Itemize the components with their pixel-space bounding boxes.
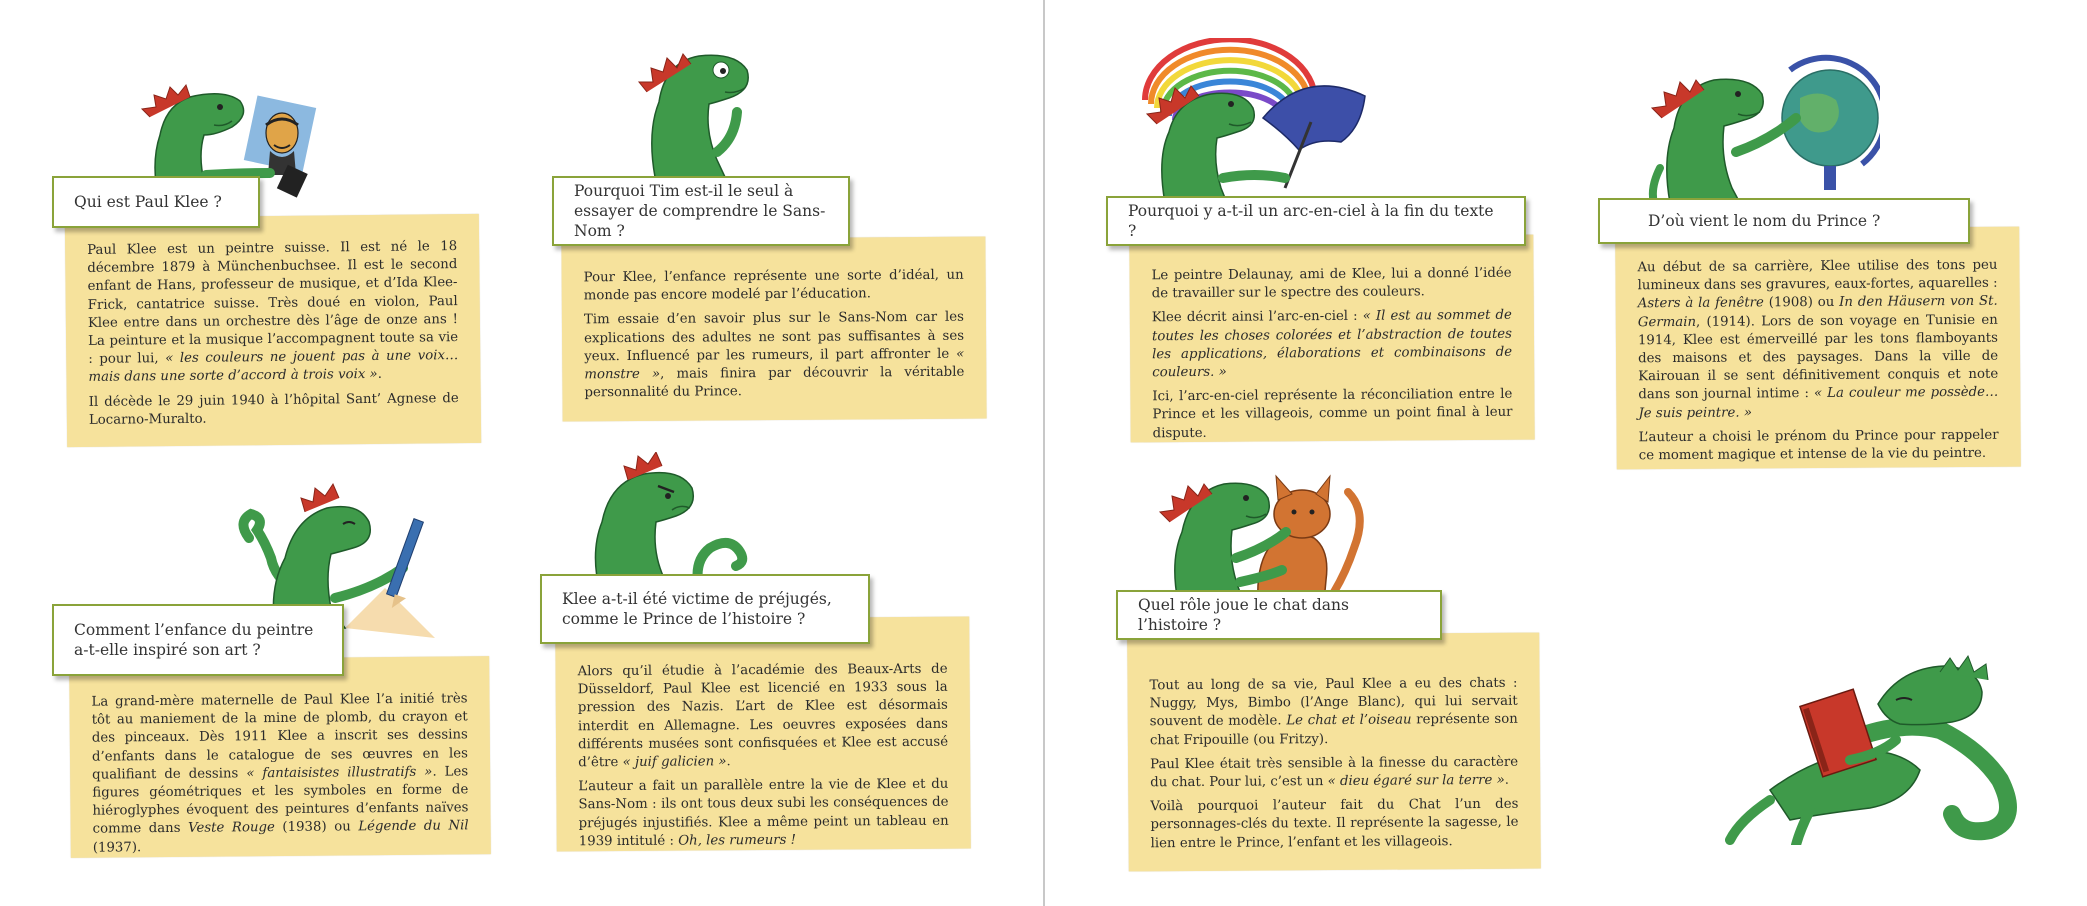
- italic-quote: « Il est au sommet de toutes les choses colorées et l’abstraction de toutes les applications, élaborations et combinaisons de couleurs. »: [1151, 308, 1513, 381]
- answer-paragraph: [1150, 796, 1518, 853]
- italic-quote: Veste Rouge: [188, 820, 275, 837]
- question-text: Comment l’enfance du peintre a-t-elle inspiré son art ?: [74, 621, 314, 659]
- dragon-reading-book-illustration: [1700, 650, 2040, 845]
- text-run: Paul Klee est un peintre suisse. Il est né le 18 décembre 1879 à Münchenbuchsee. Il est le second enfant de Hans, professeur de musique, et d’Ida Klee-Frick, cantatrice suisse. Très doué en violon, Paul Klee entre dans un orchestre dès l’âge de onze ans ! La peinture et la musique l’accompagnent toute sa vie : pour lui,: [87, 239, 459, 368]
- answer-paragraph: [1637, 257, 1998, 423]
- answer-box: [1129, 235, 1534, 443]
- answer-paragraph: [578, 661, 949, 773]
- italic-quote: Légende du Nil: [358, 818, 469, 835]
- answer-paragraph: [578, 776, 948, 851]
- italic-quote: Le chat et l’oiseau: [1286, 712, 1412, 729]
- text-run: Paul Klee était très sensible à la finesse du caractère du chat. Pour lui, c’est un: [1150, 754, 1519, 791]
- question-box-qui-est-paul-klee: [52, 176, 260, 228]
- italic-quote: Oh, les rumeurs !: [678, 832, 797, 849]
- question-box-nom-du-prince: [1598, 198, 1970, 244]
- text-run: Alors qu’il étudie à l’académie des Beaux-Arts de Düsseldorf, Paul Klee est licencié en 1933 sous la pression des Nazis. L’art de Klee est désormais interdit en Allemagne. Les oeuvres exposées dans différents musées sont confisquées et Klee est accusé d’être: [577, 661, 949, 771]
- italic-quote: Asters à la fenêtre: [1637, 295, 1764, 312]
- answer-box: [1615, 227, 2021, 470]
- text-run: (1938) ou: [274, 819, 359, 836]
- answer-paragraph: [584, 309, 965, 403]
- question-text: Qui est Paul Klee ?: [74, 193, 222, 211]
- dragon-thinking-illustration: [625, 42, 785, 177]
- question-box-enfance-peintre: [52, 604, 344, 676]
- answer-paragraph: [89, 390, 459, 430]
- answer-paragraph: [91, 690, 468, 857]
- question-box-pourquoi-tim: [552, 176, 850, 246]
- italic-quote: « les couleurs ne jouent pas à une voix… mais dans une sorte d’accord à trois voix »: [88, 348, 459, 386]
- dragon-globe-illustration: [1640, 48, 1880, 203]
- dragon-rainbow-umbrella-illustration: [1135, 38, 1375, 203]
- text-run: Klee décrit ainsi l’arc-en-ciel :: [1151, 309, 1363, 326]
- italic-quote: « monstre »: [584, 346, 965, 383]
- answer-paragraph: [1151, 265, 1511, 304]
- text-run: représente son chat Fripouille (ou Fritzy).: [1149, 712, 1518, 748]
- answer-box: [69, 656, 491, 858]
- question-text: Pourquoi Tim est-il le seul à essayer de comprendre le Sans-Nom ?: [574, 182, 826, 240]
- answer-paragraph: [1149, 675, 1517, 750]
- text-run: .: [1504, 772, 1510, 788]
- dragon-with-cat-illustration: [1148, 452, 1378, 602]
- text-run: L’auteur a choisi le prénom du Prince pour rappeler ce moment magique et intense de la vie du peintre.: [1638, 427, 1999, 464]
- question-text: Quel rôle joue le chat dans l’histoire ?: [1138, 596, 1349, 634]
- text-run: .: [377, 367, 382, 383]
- dragon-frowning-illustration: [580, 452, 760, 592]
- question-text: Klee a-t-il été victime de préjugés, comme le Prince de l’histoire ?: [562, 590, 832, 628]
- text-run: La grand-mère maternelle de Paul Klee l’a initié très tôt au maniement de la mine de plomb, du crayon et des pinceaux. Dès 1911 Klee a inscrit ses dessins d’enfants dans le catalogue de ses œuvres en les qualifiant de dessins: [91, 691, 469, 783]
- italic-quote: « fantaisistes illustratifs »: [246, 764, 433, 782]
- text-run: Il décède le 29 juin 1940 à l’hôpital Sant’ Agnese de Locarno-Muralto.: [88, 390, 459, 428]
- text-run: Voilà pourquoi l’auteur fait du Chat l’un des personnages-clés du texte. Il représente la sagesse, le lien entre le Prince, l’enfant et les villageois.: [1150, 796, 1519, 851]
- text-run: L’auteur a fait un parallèle entre la vie de Klee et du Sans-Nom : ils ont tous deux subi les conséquences de préjugés injustifiés. Klee a même peint un tableau en 1939 intitulé :: [578, 776, 949, 850]
- italic-quote: « La couleur me possède… Je suis peintre. »: [1638, 385, 1999, 421]
- text-run: , mais finira par découvrir la véritable personnalité du Prince.: [584, 364, 965, 401]
- text-run: .: [726, 754, 731, 770]
- answer-paragraph: [1152, 386, 1512, 443]
- question-box-victime-prejuges: [540, 574, 870, 644]
- text-run: , (1914). Lors de son voyage en Tunisie en 1914, Klee est émerveillé par les tons flamboyants des maisons et des paysages. Dans la ville de Kairouan il se sent définitivement conquis et note dans son journal intime :: [1637, 312, 1999, 403]
- answer-paragraph: [1152, 307, 1512, 382]
- text-run: . Les figures géométriques et les symboles en forme de hiéroglyphes évoquent des peintures d’enfants naïves comme dans: [92, 764, 469, 838]
- answer-box: [1127, 633, 1541, 872]
- text-run: Tim essaie d’en savoir plus sur le Sans-Nom car les explications des adultes ne sont pas suffisantes à ses yeux. Influencé par les rumeurs, il part affronter le: [583, 310, 965, 365]
- answer-box: [65, 214, 481, 447]
- text-run: Tout au long de sa vie, Paul Klee a eu des chats : Nuggy, Mys, Bimbo (l’Ange Blanc), qui lui servait souvent de modèle.: [1149, 675, 1518, 730]
- answer-paragraph: [87, 238, 459, 387]
- question-text: Pourquoi y a-t-il un arc-en-ciel à la fin du texte ?: [1128, 202, 1494, 240]
- italic-quote: In den Häusern von St. Germain: [1637, 294, 1998, 330]
- text-run: (1937).: [92, 839, 142, 856]
- text-run: Au début de sa carrière, Klee utilise des tons peu lumineux dans ses gravures, eaux-fortes, aquarelles :: [1637, 257, 1998, 294]
- text-run: Pour Klee, l’enfance représente une sorte d’idéal, un monde pas encore modelé par l’éducation.: [583, 267, 964, 304]
- answer-paragraph: [1150, 754, 1518, 793]
- question-text: D’où vient le nom du Prince ?: [1648, 212, 1881, 230]
- text-run: Le peintre Delaunay, ami de Klee, lui a donné l’idée de travailler sur le spectre des couleurs.: [1151, 265, 1512, 302]
- italic-quote: « juif galicien »: [622, 754, 727, 770]
- answer-paragraph: [1639, 427, 1999, 466]
- italic-quote: « dieu égaré sur la terre »: [1327, 772, 1505, 790]
- text-run: Ici, l’arc-en-ciel représente la réconciliation entre le Prince et les villageois, comme un point final à leur dispute.: [1152, 386, 1513, 441]
- question-box-role-du-chat: [1116, 590, 1442, 640]
- answer-paragraph: [584, 267, 964, 306]
- question-box-arc-en-ciel: [1106, 196, 1526, 246]
- text-run: (1908) ou: [1763, 295, 1840, 311]
- answer-box: [555, 617, 971, 852]
- answer-box: [561, 237, 986, 422]
- page-spine: [1043, 0, 1045, 906]
